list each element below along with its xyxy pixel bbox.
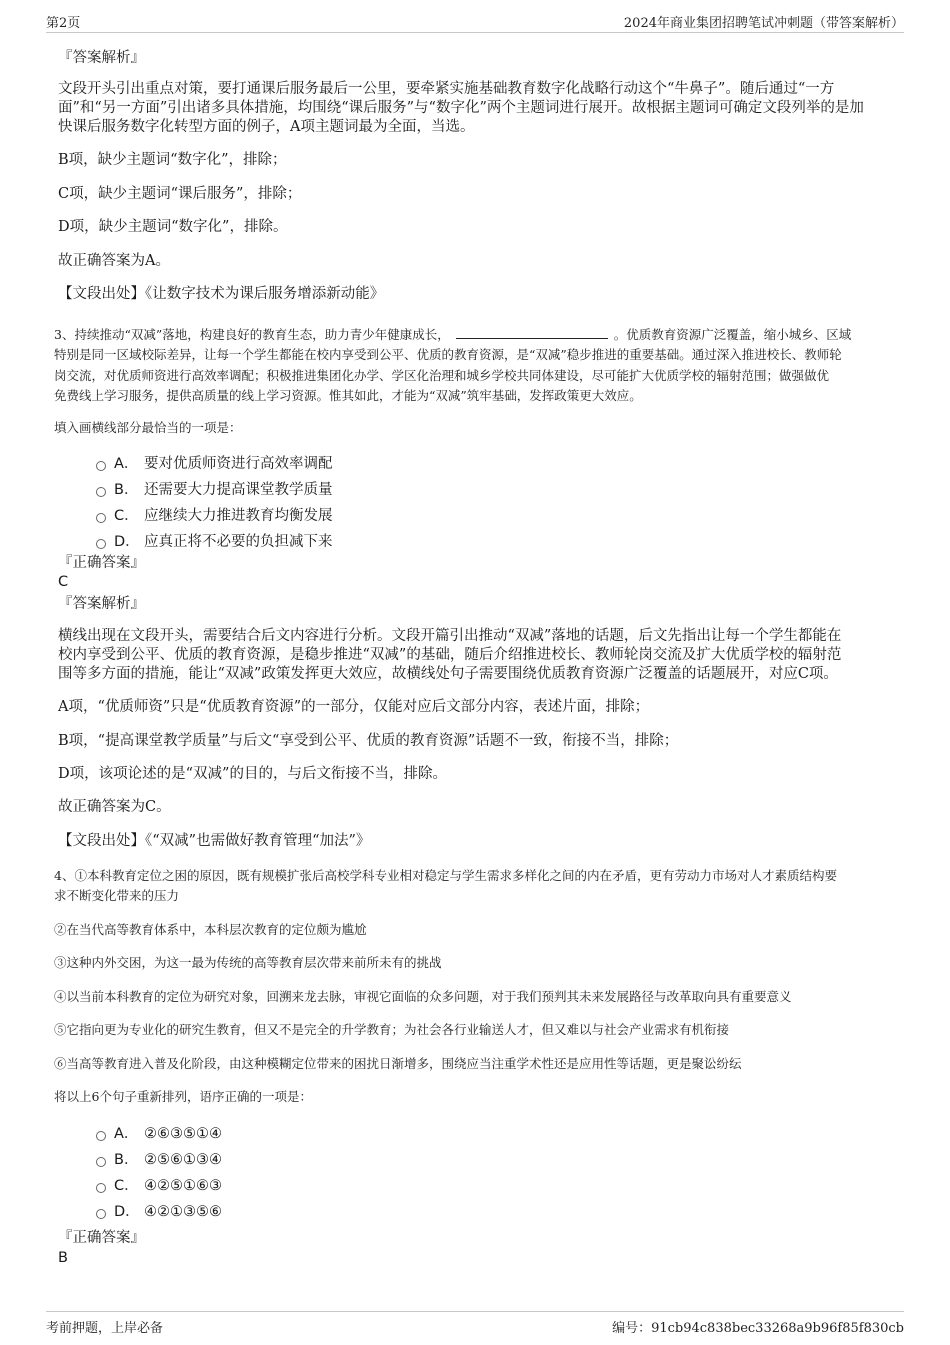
q3-note: A项，“优质师资”只是“优质教育资源”的一部分，仅能对应后文部分内容，表述片面，排除； [58,699,650,715]
q4-answer-label: 『正确答案』 [58,1230,145,1246]
q3-stem-line: 特别是同一区域校际差异，让每一个学生都能在校内享受到公平、优质的教育资源，是“双减”稳步推进的重要基础。通过深入推进校长、教师轮 [54,347,842,362]
radio-icon[interactable] [96,1157,106,1167]
q4-stem-line: 4、①本科教育定位之困的原因，既有规模扩张后高校学科专业相对稳定与学生需求多样化之间的内在矛盾，更有劳动力市场对人才素质结构要 [54,868,837,883]
option-text: 应继续大力推进教育均衡发展 [144,508,333,524]
document-id: 编号：91cb94c838bec33268a9b96f85f830cb [612,1321,904,1336]
q4-answer: B [58,1250,68,1266]
footer-slogan: 考前押题，上岸必备 [46,1321,164,1336]
q3-stem-line [54,324,896,345]
document-title: 2024年商业集团招聘笔试冲刺题（带答案解析） [623,16,904,31]
option-key: A． [114,1126,139,1142]
q4-sentence: ③这种内外交困，为这一最为传统的高等教育层次带来前所未有的挑战 [54,955,442,970]
q3-stem-part1: 3、持续推动“双减”落地，构建良好的教育生态，助力青少年健康成长， [54,327,450,342]
q3-answer-label: 『正确答案』 [58,555,145,571]
q3-source: 【文段出处】《“双减”也需做好教育管理“加法”》 [58,833,371,849]
q3-analysis-line: 校内享受到公平、优质的教育资源，是稳步推进“双减”的基础，随后介绍推进校长、教师轮岗交流及扩大优质学校的辐射范 [58,647,842,663]
radio-icon[interactable] [96,1131,106,1141]
q3-analysis-label: 『答案解析』 [58,596,145,612]
q4-option-b[interactable] [96,1150,222,1170]
q3-option-a[interactable] [96,454,333,474]
q4-sentence: ②在当代高等教育体系中，本科层次教育的定位颇为尴尬 [54,922,367,937]
option-text: 应真正将不必要的负担减下来 [144,534,333,550]
option-key: B． [114,482,139,498]
option-key: A． [114,456,139,472]
q4-prompt: 将以上6个句子重新排列，语序正确的一项是： [54,1089,312,1104]
fill-blank [456,324,608,339]
option-key: B． [114,1152,139,1168]
q3-option-c[interactable] [96,506,333,526]
q3-stem-line: 岗交流，对优质师资进行高效率调配；积极推进集团化办学、学区化治理和城乡学校共同体建设，尽可能扩大优质学校的辐射范围；做强做优 [54,368,830,383]
q4-option-c[interactable] [96,1176,222,1196]
q3-conclusion: 故正确答案为C。 [58,799,171,815]
q2-source: 【文段出处】《让数字技术为课后服务增添新动能》 [58,286,385,302]
q4-stem-line: 求不断变化带来的压力 [54,888,180,903]
page-footer [46,1311,904,1336]
q4-sentence: ④以当前本科教育的定位为研究对象，回溯来龙去脉，审视它面临的众多问题，对于我们预判其未来发展路径与改革取向具有重要意义 [54,989,792,1004]
q2-analysis-line: 快课后服务数字化转型方面的例子，A项主题词最为全面，当选。 [58,119,475,135]
q4-sentence: ⑤它指向更为专业化的研究生教育，但又不是完全的升学教育；为社会各行业输送人才，但又难以与社会产业需求有机衔接 [54,1022,730,1037]
option-key: D． [114,534,140,550]
q3-stem-part2: 。优质教育资源广泛覆盖，缩小城乡、区域 [613,327,852,342]
radio-icon[interactable] [96,461,106,471]
q2-analysis-line: 文段开头引出重点对策，要打通课后服务最后一公里，要牵紧实施基础教育数字化战略行动这个“牛鼻子”。随后通过“一方 [58,81,835,97]
radio-icon[interactable] [96,539,106,549]
q3-analysis-line: 横线出现在文段开头，需要结合后文内容进行分析。文段开篇引出推动“双减”落地的话题，后文先指出让每一个学生都能在 [58,628,842,644]
q3-option-b[interactable] [96,480,333,500]
q3-prompt: 填入画横线部分最恰当的一项是： [54,420,242,435]
option-key: D． [114,1204,140,1220]
option-text: 要对优质师资进行高效率调配 [144,456,333,472]
option-text: ②⑥③⑤①④ [144,1126,222,1142]
q3-analysis-line: 围等多方面的措施，能让“双减”政策发挥更大效应，故横线处句子需要围绕优质教育资源广泛覆盖的话题展开，对应C项。 [58,666,838,682]
q3-option-d[interactable] [96,532,333,552]
radio-icon[interactable] [96,1183,106,1193]
option-key: C． [114,508,139,524]
q4-option-d[interactable] [96,1202,222,1222]
q3-note: D项，该项论述的是“双减”的目的，与后文衔接不当，排除。 [58,766,447,782]
q3-stem-line: 免费线上学习服务，提供高质量的线上学习资源。惟其如此，才能为“双减”筑牢基础，发挥政策更大效应。 [54,388,642,403]
q2-note: B项，缺少主题词“数字化”，排除； [58,152,287,168]
radio-icon[interactable] [96,487,106,497]
q3-note: B项，“提高课堂教学质量”与后文“享受到公平、优质的教育资源”话题不一致，衔接不当，排除； [58,733,679,749]
q2-analysis-line: 面”和“另一方面”引出诸多具体措施，均围绕“课后服务”与“数字化”两个主题词进行展开。故根据主题词可确定文段列举的是加 [58,100,864,116]
q4-option-a[interactable] [96,1124,222,1144]
page-number: 第2页 [46,16,81,31]
q2-conclusion: 故正确答案为A。 [58,253,170,269]
q2-note: D项，缺少主题词“数字化”，排除。 [58,219,288,235]
option-text: ④②①③⑤⑥ [144,1204,222,1220]
page-header [46,12,904,33]
q2-analysis-label: 『答案解析』 [58,50,145,66]
q3-answer: C [58,574,69,590]
option-text: ②⑤⑥①③④ [144,1152,222,1168]
option-text: 还需要大力提高课堂教学质量 [144,482,333,498]
radio-icon[interactable] [96,513,106,523]
q2-note: C项，缺少主题词“课后服务”，排除； [58,186,302,202]
radio-icon[interactable] [96,1209,106,1219]
option-key: C． [114,1178,139,1194]
option-text: ④②⑤①⑥③ [144,1178,222,1194]
q4-sentence: ⑥当高等教育进入普及化阶段，由这种模糊定位带来的困扰日渐增多，围绕应当注重学术性还是应用性等话题，更是聚讼纷纭 [54,1056,742,1071]
